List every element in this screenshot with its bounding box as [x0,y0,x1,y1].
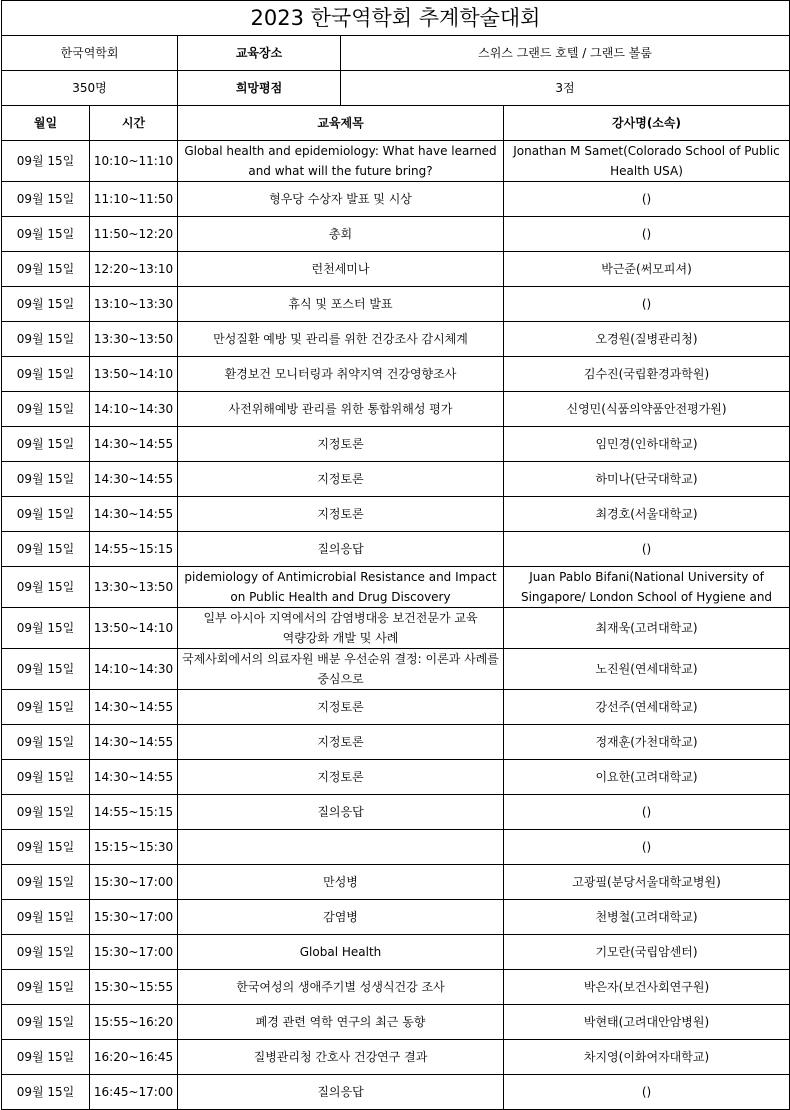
cell-date: 09월 15일 [2,760,90,795]
cell-time: 14:30~14:55 [90,497,178,532]
cell-date: 09월 15일 [2,322,90,357]
table-row [2,830,790,865]
table-row [2,1075,790,1110]
cell-lecturer: 천병철(고려대학교) [504,900,790,935]
cell-subject: 휴식 및 포스터 발표 [178,287,504,322]
cell-date: 09월 15일 [2,690,90,725]
table-row [2,357,790,392]
table-row [2,900,790,935]
cell-time: 12:20~13:10 [90,252,178,287]
cell-date: 09월 15일 [2,608,90,649]
cell-date: 09월 15일 [2,392,90,427]
table-row [2,649,790,690]
cell-lecturer: 김수진(국립환경과학원) [504,357,790,392]
cell-date: 09월 15일 [2,182,90,217]
cell-lecturer: () [504,217,790,252]
cell-lecturer: 최경호(서울대학교) [504,497,790,532]
cell-time: 16:20~16:45 [90,1040,178,1075]
cell-subject: 지정토론 [178,427,504,462]
cell-lecturer: 박현태(고려대안암병원) [504,1005,790,1040]
cell-time: 14:30~14:55 [90,760,178,795]
table-row [2,865,790,900]
cell-lecturer: 차지영(이화여자대학교) [504,1040,790,1075]
cell-date: 09월 15일 [2,141,90,182]
cell-date: 09월 15일 [2,900,90,935]
cell-lecturer: 고광필(분당서울대학교병원) [504,865,790,900]
table-row [2,532,790,567]
table-row [2,1040,790,1075]
cell-date: 09월 15일 [2,865,90,900]
header-date: 월일 [2,106,90,141]
cell-date: 09월 15일 [2,462,90,497]
cell-time: 14:30~14:55 [90,725,178,760]
cell-subject: 폐경 관련 역학 연구의 최근 동향 [178,1005,504,1040]
cell-subject: 지정토론 [178,725,504,760]
cell-date: 09월 15일 [2,935,90,970]
cell-time: 13:50~14:10 [90,608,178,649]
cell-lecturer: 정재훈(가천대학교) [504,725,790,760]
cell-subject: 한국여성의 생애주기별 성생식건강 조사 [178,970,504,1005]
cell-subject: 런천세미나 [178,252,504,287]
cell-subject: 질의응답 [178,532,504,567]
attendees-value: 350명 [2,71,178,106]
cell-subject: 형우당 수상자 발표 및 시상 [178,182,504,217]
cell-date: 09월 15일 [2,649,90,690]
cell-time: 11:10~11:50 [90,182,178,217]
cell-subject: 사전위해예방 관리를 위한 통합위해성 평가 [178,392,504,427]
cell-time: 16:45~17:00 [90,1075,178,1110]
cell-date: 09월 15일 [2,1040,90,1075]
page-title: 2023 한국역학회 추계학술대회 [2,1,790,36]
cell-time: 14:30~14:55 [90,462,178,497]
cell-time: 14:55~15:15 [90,795,178,830]
cell-time: 15:55~16:20 [90,1005,178,1040]
cell-time: 15:30~17:00 [90,900,178,935]
cell-subject: 총회 [178,217,504,252]
score-value: 3점 [341,71,790,106]
cell-subject: 국제사회에서의 의료자원 배분 우선순위 결정: 이론과 사례를 중심으로 [178,649,504,690]
cell-time: 14:10~14:30 [90,392,178,427]
cell-lecturer: 이요한(고려대학교) [504,760,790,795]
table-row [2,287,790,322]
cell-lecturer: 임민경(인하대학교) [504,427,790,462]
cell-time: 10:10~11:10 [90,141,178,182]
cell-time: 14:55~15:15 [90,532,178,567]
cell-date: 09월 15일 [2,970,90,1005]
cell-lecturer: 박은자(보건사회연구원) [504,970,790,1005]
cell-date: 09월 15일 [2,725,90,760]
table-row [2,690,790,725]
cell-date: 09월 15일 [2,287,90,322]
cell-lecturer: () [504,532,790,567]
table-row [2,141,790,182]
cell-time: 13:30~13:50 [90,322,178,357]
table-row [2,725,790,760]
cell-lecturer: 노진원(연세대학교) [504,649,790,690]
cell-lecturer: () [504,182,790,217]
cell-subject: 환경보건 모니터링과 취약지역 건강영향조사 [178,357,504,392]
cell-lecturer: () [504,1075,790,1110]
table-row [2,795,790,830]
cell-subject: pidemiology of Antimicrobial Resistance and Impact on Public Health and Drug Discovery [178,567,504,608]
cell-date: 09월 15일 [2,532,90,567]
cell-date: 09월 15일 [2,1075,90,1110]
cell-lecturer: 기모란(국립암센터) [504,935,790,970]
table-row [2,567,790,608]
table-row [2,182,790,217]
cell-time: 15:30~17:00 [90,865,178,900]
score-label: 희망평점 [178,71,341,106]
table-row [2,462,790,497]
cell-lecturer: () [504,287,790,322]
cell-time: 14:30~14:55 [90,427,178,462]
table-row [2,608,790,649]
cell-lecturer: Jonathan M Samet(Colorado School of Public Health USA) [504,141,790,182]
cell-subject: 지정토론 [178,690,504,725]
table-row [2,935,790,970]
cell-time: 15:15~15:30 [90,830,178,865]
cell-subject: 질병관리청 간호사 건강연구 결과 [178,1040,504,1075]
table-row [2,970,790,1005]
cell-lecturer: 최재욱(고려대학교) [504,608,790,649]
cell-time: 13:50~14:10 [90,357,178,392]
table-row [2,392,790,427]
table-row [2,217,790,252]
schedule-table [1,0,790,1110]
cell-time: 15:30~15:55 [90,970,178,1005]
cell-date: 09월 15일 [2,252,90,287]
venue-label: 교육장소 [178,36,341,71]
cell-subject: 지정토론 [178,462,504,497]
cell-lecturer: () [504,795,790,830]
cell-time: 14:10~14:30 [90,649,178,690]
cell-subject [178,830,504,865]
cell-subject: 지정토론 [178,760,504,795]
cell-subject: Global Health [178,935,504,970]
header-subject: 교육제목 [178,106,504,141]
cell-lecturer: 오경원(질병관리청) [504,322,790,357]
cell-subject: 질의응답 [178,795,504,830]
cell-subject: 질의응답 [178,1075,504,1110]
cell-lecturer: () [504,830,790,865]
header-lecturer: 강사명(소속) [504,106,790,141]
cell-time: 15:30~17:00 [90,935,178,970]
organizer-value: 한국역학회 [2,36,178,71]
cell-time: 14:30~14:55 [90,690,178,725]
table-row [2,427,790,462]
cell-time: 13:30~13:50 [90,567,178,608]
table-row [2,1005,790,1040]
cell-subject: 만성질환 예방 및 관리를 위한 건강조사 감시체계 [178,322,504,357]
cell-date: 09월 15일 [2,795,90,830]
cell-date: 09월 15일 [2,1005,90,1040]
cell-subject: Global health and epidemiology: What have learned and what will the future bring? [178,141,504,182]
cell-date: 09월 15일 [2,567,90,608]
cell-time: 11:50~12:20 [90,217,178,252]
table-row [2,760,790,795]
cell-lecturer: 하미나(단국대학교) [504,462,790,497]
cell-subject: 감염병 [178,900,504,935]
cell-date: 09월 15일 [2,357,90,392]
cell-date: 09월 15일 [2,497,90,532]
venue-value: 스위스 그랜드 호텔 / 그랜드 볼룸 [341,36,790,71]
cell-lecturer: 박근준(써모피셔) [504,252,790,287]
cell-lecturer: 신영민(식품의약품안전평가원) [504,392,790,427]
cell-time: 13:10~13:30 [90,287,178,322]
cell-lecturer: 강선주(연세대학교) [504,690,790,725]
cell-date: 09월 15일 [2,217,90,252]
cell-subject: 만성병 [178,865,504,900]
cell-lecturer: Juan Pablo Bifani(National University of Singapore/ London School of Hygiene and [504,567,790,608]
cell-subject: 지정토론 [178,497,504,532]
header-time: 시간 [90,106,178,141]
cell-subject: 일부 아시아 지역에서의 감염병대응 보건전문가 교육 역량강화 개발 및 사례 [178,608,504,649]
table-row [2,497,790,532]
table-row [2,252,790,287]
cell-date: 09월 15일 [2,830,90,865]
table-row [2,322,790,357]
cell-date: 09월 15일 [2,427,90,462]
